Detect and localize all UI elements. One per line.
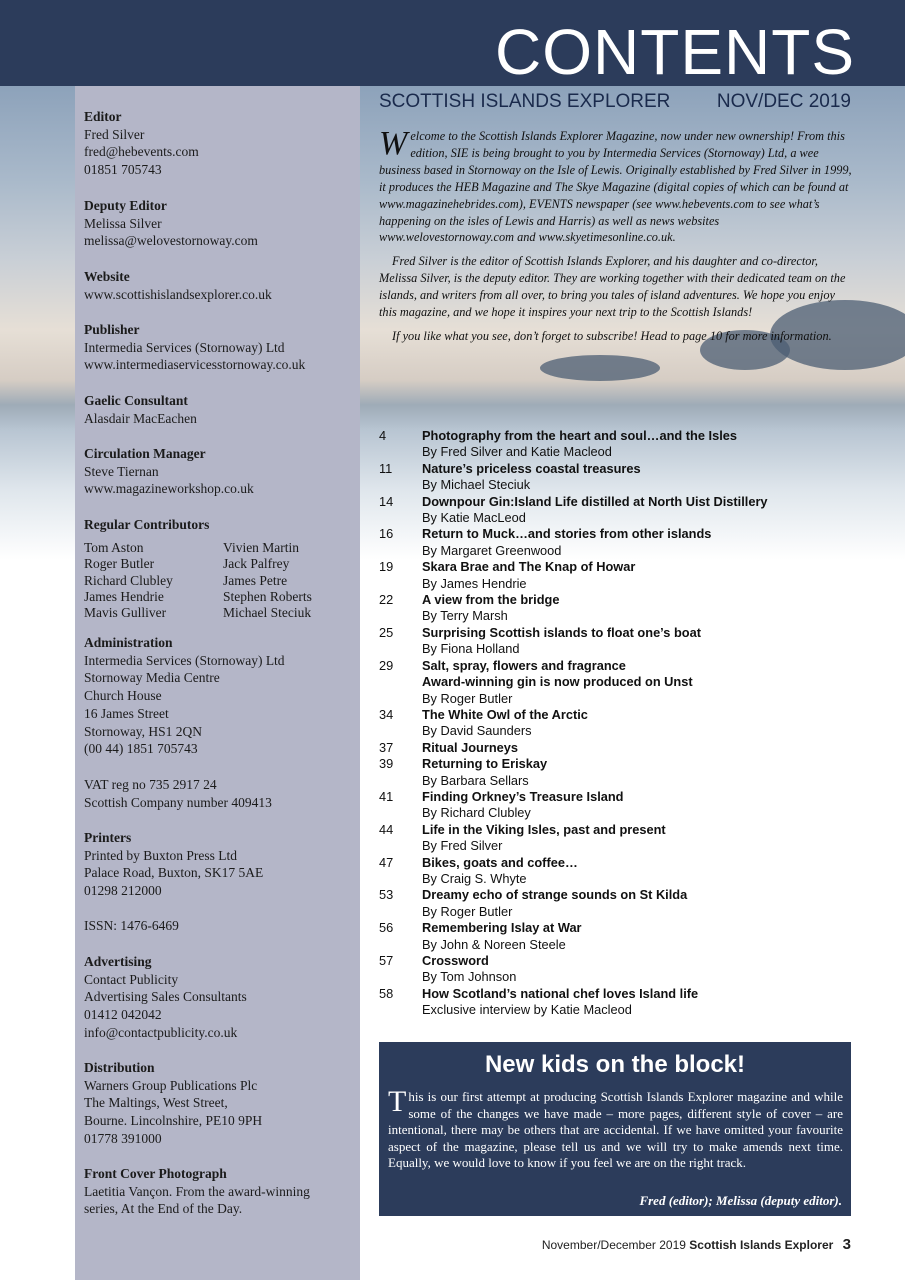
text-line: Alasdair MacEachen: [84, 410, 197, 426]
issue-date: NOV/DEC 2019: [716, 91, 851, 112]
drop-cap: T: [388, 1085, 407, 1118]
administration-section: [84, 634, 285, 758]
text-line: The Maltings, West Street,: [84, 1095, 228, 1111]
section-heading: Circulation Manager: [84, 446, 206, 461]
magazine-header: [379, 90, 851, 114]
toc-byline: By Terry Marsh: [422, 608, 508, 624]
text-line: Warners Group Publications Plc: [84, 1077, 258, 1093]
text-line: Contact Publicity: [84, 971, 179, 987]
toc-title: Ritual Journeys: [422, 739, 519, 755]
website-section: [84, 268, 272, 303]
text-line: Bourne. Lincolnshire, PE10 9PH: [84, 1113, 263, 1129]
toc-title: Nature’s priceless coastal treasures: [422, 460, 641, 476]
editor-section: [84, 108, 199, 179]
toc-page-number: 44: [379, 821, 394, 837]
advertising-section: [84, 953, 247, 1042]
toc-byline: By Fred Silver: [422, 838, 503, 854]
toc-entry-body: [422, 756, 859, 789]
contributors-column: [223, 540, 312, 621]
text-line: (00 44) 1851 705743: [84, 741, 198, 757]
issn-section: [84, 917, 179, 935]
text-line: Palace Road, Buxton, SK17 5AE: [84, 865, 264, 881]
toc-page-number: 16: [379, 526, 394, 542]
section-heading: Front Cover Photograph: [84, 1166, 227, 1181]
vat-section: [84, 776, 272, 811]
toc-page-number: 19: [379, 559, 394, 575]
text-line: 01851 705743: [84, 162, 162, 178]
toc-subtitle: Award-winning gin is now produced on Unst: [422, 674, 693, 690]
toc-entry: [379, 855, 859, 888]
contributor-name: Michael Steciuk: [223, 605, 312, 621]
text-line: Intermedia Services (Stornoway) Ltd: [84, 652, 285, 668]
section-heading: Administration: [84, 635, 173, 650]
toc-title: Returning to Eriskay: [422, 756, 548, 772]
toc-page-number: 4: [379, 428, 387, 443]
text-line: Advertising Sales Consultants: [84, 989, 247, 1005]
toc-entry-body: [422, 428, 859, 461]
toc-entry: [379, 428, 859, 461]
footer-date: November/December 2019: [541, 1238, 686, 1252]
section-heading: Distribution: [84, 1060, 155, 1075]
toc-page-number: 37: [379, 739, 394, 755]
toc-title: Life in the Viking Isles, past and present: [422, 821, 666, 837]
contributor-name: Stephen Roberts: [223, 588, 312, 604]
box-title: New kids on the block!: [484, 1051, 746, 1078]
text-line: Fred Silver: [84, 126, 145, 142]
deputy-editor-section: [84, 197, 258, 250]
toc-byline: By Fred Silver and Katie Macleod: [422, 444, 612, 460]
toc-entry-body: [422, 625, 859, 658]
text-line: info@contactpublicity.co.uk: [84, 1024, 238, 1040]
printers-section: [84, 829, 263, 900]
toc-title: The White Owl of the Arctic: [422, 706, 588, 722]
section-heading: Editor: [84, 109, 122, 124]
toc-title: Salt, spray, flowers and fragrance: [422, 657, 626, 673]
toc-entry: [379, 592, 859, 625]
box-body: [388, 1085, 843, 1172]
text-line: Stornoway, HS1 2QN: [84, 723, 202, 739]
toc-entry: [379, 822, 859, 855]
text-line: VAT reg no 735 2917 24: [84, 777, 217, 792]
contributor-name: Jack Palfrey: [223, 556, 290, 572]
text-line: 16 James Street: [84, 705, 169, 721]
text-line: Printed by Buxton Press Ltd: [84, 847, 238, 863]
toc-byline: By David Saunders: [422, 723, 532, 739]
toc-entry-body: [422, 526, 859, 559]
toc-page-number: 41: [379, 788, 394, 804]
toc-title: Photography from the heart and soul…and the Isles: [422, 428, 737, 443]
cover-photo-section: [84, 1165, 310, 1218]
toc-title: Dreamy echo of strange sounds on St Kilda: [422, 887, 688, 903]
toc-entry-body: [422, 559, 859, 592]
contributors-heading: [84, 516, 209, 534]
toc-page-number: 25: [379, 624, 394, 640]
gaelic-consultant-section: [84, 392, 197, 427]
page-title: CONTENTS: [495, 16, 855, 88]
toc-entry-body: [422, 920, 859, 953]
toc-title: Remembering Islay at War: [422, 920, 582, 936]
page-number: 3: [842, 1236, 851, 1253]
contributor-name: James Hendrie: [84, 588, 164, 604]
toc-page-number: 39: [379, 756, 394, 772]
toc-entry: [379, 920, 859, 953]
toc-title: Return to Muck…and stories from other islands: [422, 526, 712, 542]
text-line: www.scottishislandsexplorer.co.uk: [84, 286, 272, 302]
table-of-contents: [379, 428, 859, 1019]
toc-byline: By James Hendrie: [422, 575, 527, 591]
contributor-name: Vivien Martin: [223, 540, 300, 555]
text-line: ISSN: 1476-6469: [84, 918, 179, 933]
toc-byline: By Barbara Sellars: [422, 772, 529, 788]
contributor-name: Roger Butler: [84, 556, 155, 572]
toc-page-number: 53: [379, 887, 394, 903]
toc-page-number: 34: [379, 706, 394, 722]
new-kids-box: [379, 1042, 851, 1216]
text-line: www.intermediaservicesstornoway.co.uk: [84, 357, 306, 373]
toc-byline: By Roger Butler: [422, 903, 513, 919]
box-signoff: Fred (editor); Melissa (deputy editor).: [639, 1193, 842, 1208]
toc-entry-body: [422, 494, 859, 527]
toc-title: Bikes, goats and coffee…: [422, 854, 578, 870]
section-heading: Deputy Editor: [84, 198, 167, 213]
section-heading: Advertising: [84, 954, 152, 969]
toc-entry: [379, 494, 859, 527]
box-body-text: his is our first attempt at producing Scottish Islands Explorer magazine and while some of the changes we have made – more pages, different style of cover – are intentional, there may be others that are accidental. If we have omitted your favourite aspect of the magazine, please tell us and we will try to make amends next time. Equally, we would love to know if you feel we are on the right track.: [388, 1089, 843, 1171]
intro-paragraph: [379, 125, 853, 246]
toc-entry-body: [422, 822, 859, 855]
toc-byline: By Roger Butler: [422, 690, 513, 706]
toc-title: Surprising Scottish islands to float one’s boat: [422, 624, 701, 640]
toc-byline: By Katie MacLeod: [422, 510, 526, 526]
toc-entry: [379, 461, 859, 494]
page-footer: [542, 1236, 851, 1253]
toc-byline: By Michael Steciuk: [422, 477, 531, 493]
text-line: 01298 212000: [84, 883, 162, 899]
toc-title: Crossword: [422, 953, 489, 968]
contributor-name: Tom Aston: [84, 540, 144, 555]
text-line: Scottish Company number 409413: [84, 794, 272, 810]
text-line: Stornoway Media Centre: [84, 670, 220, 686]
section-heading: Website: [84, 269, 130, 284]
toc-entry-body: [422, 658, 859, 707]
contributors-column: [84, 540, 173, 621]
toc-title: Skara Brae and The Knap of Howar: [422, 559, 636, 575]
toc-title: How Scotland’s national chef loves Island life: [422, 985, 699, 1001]
text-line: melissa@welovestornoway.com: [84, 233, 258, 249]
section-heading: Printers: [84, 830, 132, 845]
toc-byline: By Tom Johnson: [422, 969, 517, 985]
toc-entry: [379, 789, 859, 822]
toc-entry: [379, 526, 859, 559]
magazine-name: SCOTTISH ISLANDS EXPLORER: [379, 91, 671, 112]
toc-entry: [379, 756, 859, 789]
toc-entry-body: [422, 855, 859, 888]
toc-page-number: 11: [379, 460, 393, 476]
text-line: fred@hebevents.com: [84, 144, 199, 160]
text-line: 01412 042042: [84, 1007, 162, 1023]
toc-byline: By Margaret Greenwood: [422, 542, 562, 558]
cloud-shape: [540, 355, 660, 381]
toc-entry: [379, 559, 859, 592]
intro-paragraph-text: elcome to the Scottish Islands Explorer Magazine, now under new ownership! From this edition, SIE is being brought to you by Intermedia Services (Stornoway) Ltd, a wee business based in Stornoway on the Isle of Lewis. Originally established by Fred Silver in 1999, it produces the HEB Magazine and The Skye Magazine (digital copies of which can be found at www.magazinehebrides.com), EVENTS newspaper (see www.hebevents.com to see what’s happening on the isles of Lewis and Harris) as well as news websites www.welovestornoway.com and www.skyetimesonline.co.uk.: [379, 129, 852, 245]
toc-page-number: 47: [379, 854, 394, 870]
text-line: series, At the End of the Day.: [84, 1201, 243, 1217]
contributor-name: James Petre: [223, 572, 288, 588]
text-line: Laetitia Vançon. From the award-winning: [84, 1183, 310, 1199]
footer-magazine: Scottish Islands Explorer: [689, 1238, 834, 1252]
contributor-name: Mavis Gulliver: [84, 605, 167, 621]
toc-byline: By Richard Clubley: [422, 805, 531, 821]
toc-byline: By John & Noreen Steele: [422, 936, 566, 952]
section-heading: Regular Contributors: [84, 517, 210, 532]
toc-byline: By Craig S. Whyte: [422, 870, 527, 886]
toc-page-number: 57: [379, 953, 394, 968]
contributor-name: Richard Clubley: [84, 572, 173, 588]
toc-entry-body: [422, 461, 859, 494]
text-line: Melissa Silver: [84, 215, 162, 231]
toc-page-number: 29: [379, 657, 394, 673]
distribution-section: [84, 1059, 262, 1148]
toc-byline: By Fiona Holland: [422, 641, 520, 657]
text-line: Intermedia Services (Stornoway) Ltd: [84, 339, 285, 355]
toc-page-number: 22: [379, 592, 394, 608]
toc-entry: [379, 740, 859, 756]
text-line: Steve Tiernan: [84, 463, 159, 479]
toc-entry-body: [422, 707, 859, 740]
section-heading: Publisher: [84, 322, 140, 337]
toc-entry: [379, 887, 859, 920]
text-line: 01778 391000: [84, 1130, 162, 1146]
toc-entry-body: [422, 887, 859, 920]
toc-entry: [379, 625, 859, 658]
toc-entry-body: [422, 740, 859, 756]
intro-paragraph: Fred Silver is the editor of Scottish Islands Explorer, and his daughter and co-director, Melissa Silver, is the deputy editor. They are working together with their dedicated team on the islands, and writers from all over, to bring you tales of island adventures. We hope you enjoy this magazine, and we hope it inspires your next trip to the Scottish Islands!: [379, 254, 846, 320]
toc-entry-body: [422, 789, 859, 822]
circulation-section: [84, 445, 254, 498]
toc-entry-body: [422, 592, 859, 625]
toc-entry: [379, 953, 859, 986]
toc-entry-body: [422, 986, 859, 1019]
toc-title: Finding Orkney’s Treasure Island: [422, 788, 624, 804]
toc-page-number: 56: [379, 920, 394, 936]
toc-byline: Exclusive interview by Katie Macleod: [422, 1002, 632, 1018]
text-line: Church House: [84, 688, 162, 704]
toc-title: Downpour Gin:Island Life distilled at North Uist Distillery: [422, 493, 768, 509]
section-heading: Gaelic Consultant: [84, 393, 188, 408]
toc-title: A view from the bridge: [422, 592, 560, 608]
text-line: www.magazineworkshop.co.uk: [84, 481, 254, 497]
intro-paragraph: If you like what you see, don’t forget to subscribe! Head to page 10 for more information.: [392, 328, 832, 343]
intro-text: [379, 125, 853, 352]
toc-entry: [379, 707, 859, 740]
drop-cap: W: [379, 125, 408, 162]
toc-page-number: 14: [379, 493, 394, 509]
toc-entry: [379, 986, 859, 1019]
toc-entry-body: [422, 953, 859, 986]
toc-entry: [379, 658, 859, 707]
toc-page-number: 58: [379, 985, 394, 1001]
publisher-section: [84, 321, 305, 374]
